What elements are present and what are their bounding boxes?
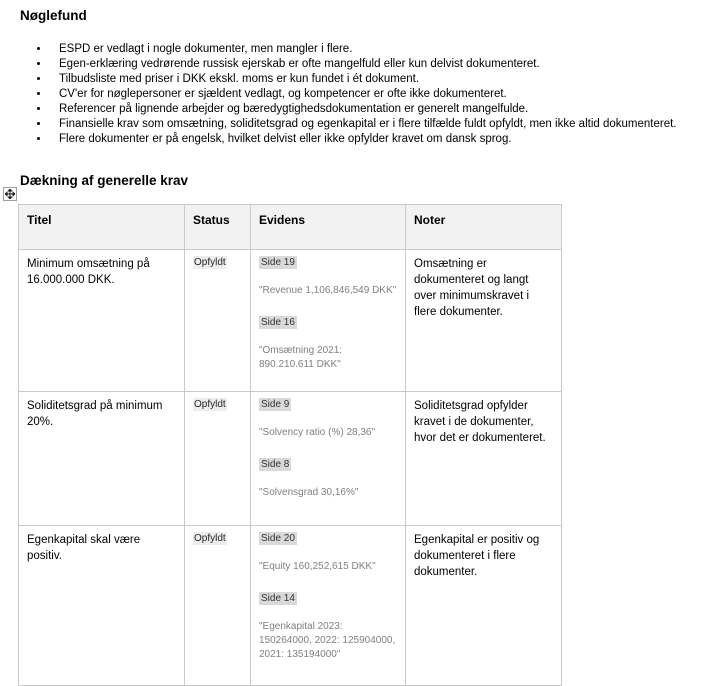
evidence-ref-line xyxy=(259,532,397,545)
evidens-cell xyxy=(251,526,406,686)
table-move-handle[interactable] xyxy=(3,187,17,201)
noter-cell: Egenkapital er positiv og dokumenteret i flere dokumenter. xyxy=(406,526,562,686)
status-badge: Opfyldt xyxy=(194,533,226,544)
status-cell xyxy=(185,526,251,686)
finding-bullet: • Finansielle krav som omsætning, soliditetsgrad og egenkapital er i flere tilfælde fuldt opfyldt, men ikke altid dokumenteret. xyxy=(50,117,714,132)
column-header-noter: Noter xyxy=(406,205,562,250)
coverage-heading: Dækning af generelle krav xyxy=(20,173,189,188)
evidence-quote: "Solvency ratio (%) 28,36" xyxy=(259,427,376,438)
evidence-quote: "Omsætning 2021: 890.210.611 DKK" xyxy=(259,345,343,370)
column-header-status: Status xyxy=(185,205,251,250)
evidence-ref-line xyxy=(259,256,397,269)
titel-cell: Minimum omsætning på 16.000.000 DKK. xyxy=(19,250,185,392)
table-row xyxy=(19,250,562,392)
page-reference-chip: Side 19 xyxy=(261,257,295,268)
status-badge: Opfyldt xyxy=(194,399,226,410)
requirements-table-body xyxy=(19,250,562,686)
finding-bullet: • Egen-erklæring vedrørende russisk ejerskab er ofte mangelfuld eller kun delvist dokumenteret. xyxy=(50,57,714,72)
evidens-cell xyxy=(251,392,406,526)
evidence-quote: "Equity 160,252,615 DKK" xyxy=(259,561,376,572)
move-arrows-icon xyxy=(5,189,15,199)
page-reference-chip: Side 14 xyxy=(261,593,295,604)
status-cell xyxy=(185,250,251,392)
page-reference-chip: Side 9 xyxy=(261,399,290,410)
column-header-titel: Titel xyxy=(19,205,185,250)
evidence-ref-line xyxy=(259,316,397,329)
evidence-ref-line xyxy=(259,458,397,471)
status-badge: Opfyldt xyxy=(194,257,226,268)
evidence-quote: "Egenkapital 2023: 150264000, 2022: 125904000, 2021: 135194000" xyxy=(259,621,396,660)
page-reference-chip: Side 20 xyxy=(261,533,295,544)
noter-cell: Omsætning er dokumenteret og langt over minimumskravet i flere dokumenter. xyxy=(406,250,562,392)
finding-bullet: • Tilbudsliste med priser i DKK ekskl. moms er kun fundet i ét dokument. xyxy=(50,72,714,87)
requirements-table xyxy=(18,204,562,686)
table-row xyxy=(19,526,562,686)
finding-bullet: • CV'er for nøglepersoner er sjældent vedlagt, og kompetencer er ofte ikke dokumenteret. xyxy=(50,87,714,102)
table-row xyxy=(19,392,562,526)
findings-list xyxy=(0,42,714,147)
noter-cell: Soliditetsgrad opfylder kravet i de dokumenter, hvor det er dokumenteret. xyxy=(406,392,562,526)
page-reference-chip: Side 8 xyxy=(261,459,290,470)
evidence-quote: "Solvensgrad 30,16%" xyxy=(259,487,359,498)
evidens-cell xyxy=(251,250,406,392)
titel-cell: Egenkapital skal være positiv. xyxy=(19,526,185,686)
status-cell xyxy=(185,392,251,526)
finding-bullet: • Flere dokumenter er på engelsk, hvilket delvist eller ikke opfylder kravet om dansk sprog. xyxy=(50,132,714,147)
finding-bullet: • Referencer på lignende arbejder og bæredygtighedsdokumentation er generelt mangelfulde. xyxy=(50,102,714,117)
findings-heading: Nøglefund xyxy=(20,8,87,23)
evidence-quote: "Revenue 1,106,846,549 DKK" xyxy=(259,285,397,296)
page-reference-chip: Side 16 xyxy=(261,317,295,328)
evidence-ref-line xyxy=(259,592,397,605)
titel-cell: Soliditetsgrad på minimum 20%. xyxy=(19,392,185,526)
column-header-evidens: Evidens xyxy=(251,205,406,250)
finding-bullet: • ESPD er vedlagt i nogle dokumenter, men mangler i flere. xyxy=(50,42,714,57)
evidence-ref-line xyxy=(259,398,397,411)
table-header-row xyxy=(19,205,562,250)
